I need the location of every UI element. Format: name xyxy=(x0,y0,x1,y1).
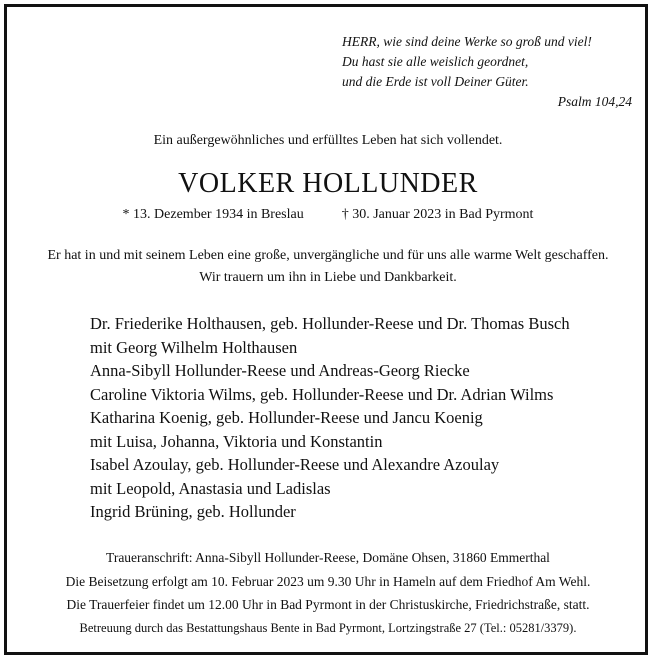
burial-info: Die Beisetzung erfolgt am 10. Februar 2023 um 9.30 Uhr in Hameln auf dem Friedhof Am Wehl. xyxy=(65,573,591,589)
birth-date: * 13. Dezember 1934 in Breslau xyxy=(122,207,304,222)
tribute-line: Wir trauern um ihn in Liebe und Dankbarkeit. xyxy=(199,270,457,285)
intro-text: Ein außergewöhnliches und erfülltes Leben hat sich vollendet. xyxy=(153,133,503,148)
life-dates xyxy=(0,207,656,223)
mourner-line: Isabel Azoulay, geb. Hollunder-Reese und Alexandre Azoulay xyxy=(90,455,500,474)
mourner-line: Anna-Sibyll Hollunder-Reese und Andreas-Georg Riecke xyxy=(90,361,470,380)
mourner-line: Caroline Viktoria Wilms, geb. Hollunder-Reese und Dr. Adrian Wilms xyxy=(90,384,554,404)
mourner-line: Ingrid Brüning, geb. Hollunder xyxy=(90,502,296,521)
tribute-line: Er hat in und mit seinem Leben eine große, unvergängliche und für uns alle warme Welt geschaffen. xyxy=(47,248,609,263)
service-info: Die Trauerfeier findet um 12.00 Uhr in Bad Pyrmont in der Christuskirche, Friedrichstraße, statt. xyxy=(66,597,590,612)
deceased-name: VOLKER HOLLUNDER xyxy=(178,168,478,199)
mourner-line: Dr. Friederike Holthausen, geb. Hollunder-Reese und Dr. Thomas Busch xyxy=(90,314,570,333)
mourning-address: Traueranschrift: Anna-Sibyll Hollunder-Reese, Domäne Ohsen, 31860 Emmerthal xyxy=(106,550,550,565)
verse-reference: Psalm 104,24 xyxy=(557,94,632,109)
verse-line: und die Erde ist voll Deiner Güter. xyxy=(342,74,529,89)
death-date: † 30. Januar 2023 in Bad Pyrmont xyxy=(341,207,534,222)
mourner-line: mit Leopold, Anastasia und Ladislas xyxy=(90,478,331,498)
tribute-text xyxy=(0,245,656,289)
verse-line: HERR, wie sind deine Werke so groß und viel! xyxy=(342,34,592,49)
mourner-line: mit Luisa, Johanna, Viktoria und Konstantin xyxy=(90,431,383,451)
mourner-line: Katharina Koenig, geb. Hollunder-Reese und Jancu Koenig xyxy=(90,408,483,427)
undertaker-info: Betreuung durch das Bestattungshaus Bente in Bad Pyrmont, Lortzingstraße 27 (Tel.: 05281/3379). xyxy=(79,621,577,635)
mourner-line: mit Georg Wilhelm Holthausen xyxy=(90,337,298,357)
mourners-list xyxy=(90,312,570,524)
bible-verse xyxy=(342,32,632,112)
verse-line: Du hast sie alle weislich geordnet, xyxy=(342,54,529,69)
funeral-details xyxy=(0,546,656,617)
